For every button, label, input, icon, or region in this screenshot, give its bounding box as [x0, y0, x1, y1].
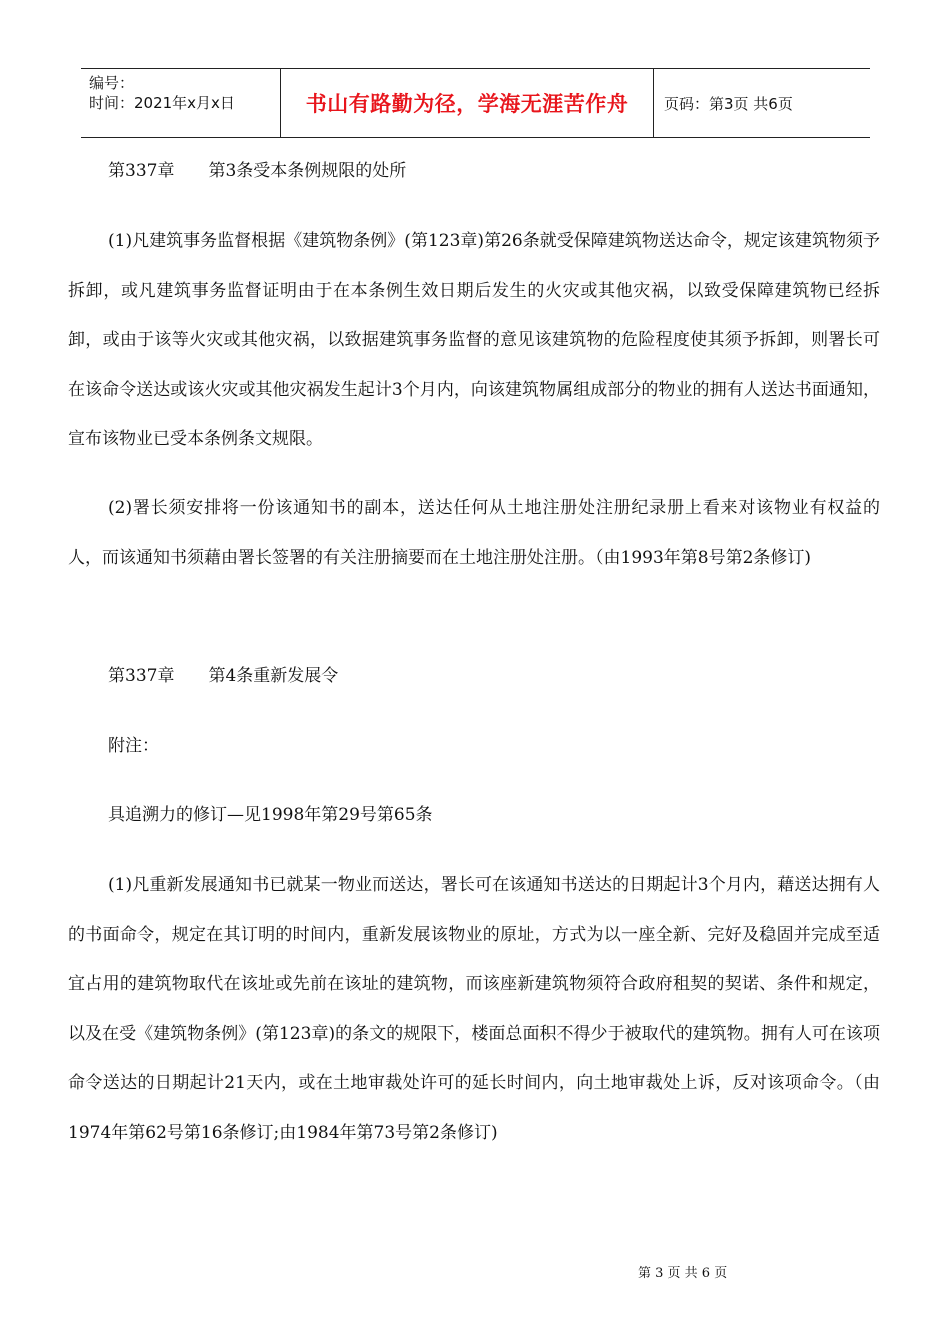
header-page-info: 页码：第3页 共6页	[664, 94, 793, 113]
doc-date-label: 时间：2021年x月x日	[89, 94, 235, 112]
retroactive-amendment-note: 具追溯力的修订—见1998年第29号第65条	[108, 805, 433, 825]
header-meta	[81, 69, 281, 137]
page-footer: 第 3 页 共 6 页	[638, 1266, 728, 1281]
section-heading-art3: 第337章 第3条受本条例规限的处所	[108, 161, 407, 181]
paragraph-art3-1: (1)凡建筑事务监督根据《建筑物条例》(第123章)第26条就受保障建筑物送达命令，规定该建筑物须予拆卸，或凡建筑事务监督证明由于在本条例生效日期后发生的火灾或其他灾祸，以致受保障建筑物已经拆卸，或由于该等火灾或其他灾祸，以致据建筑事务监督的意见该建筑物的危险程度使其须予拆卸，则署长可在该命令送达或该火灾或其他灾祸发生起计3个月内，向该建筑物属组成部分的物业的拥有人送达书面通知，宣布该物业已受本条例条文规限。	[68, 231, 880, 449]
paragraph-art3-2: (2)署长须安排将一份该通知书的副本，送达任何从土地注册处注册纪录册上看来对该物业有权益的人，而该通知书须藉由署长签署的有关注册摘要而在土地注册处注册。（由1993年第8号第2条修订)	[68, 498, 880, 568]
note-label: 附注：	[108, 736, 159, 756]
paragraph-art4-1: (1)凡重新发展通知书已就某一物业而送达，署长可在该通知书送达的日期起计3个月内，藉送达拥有人的书面命令，规定在其订明的时间内，重新发展该物业的原址，方式为以一座全新、完好及稳固并完成至适宜占用的建筑物取代在该址或先前在该址的建筑物，而该座新建筑物须符合政府租契的契诺、条件和规定，以及在受《建筑物条例》(第123章)的条文的规限下，楼面总面积不得少于被取代的建筑物。拥有人可在该项命令送达的日期起计21天内，或在土地审裁处许可的延长时间内，向土地审裁处上诉，反对该项命令。（由1974年第62号第16条修订;由1984年第73号第2条修订)	[68, 875, 880, 1143]
page-header	[81, 68, 870, 138]
header-motto: 书山有路勤为径，学海无涯苦作舟	[281, 69, 654, 137]
section-heading-art4: 第337章 第4条重新发展令	[108, 666, 339, 686]
doc-number-label: 编号：	[89, 74, 135, 92]
